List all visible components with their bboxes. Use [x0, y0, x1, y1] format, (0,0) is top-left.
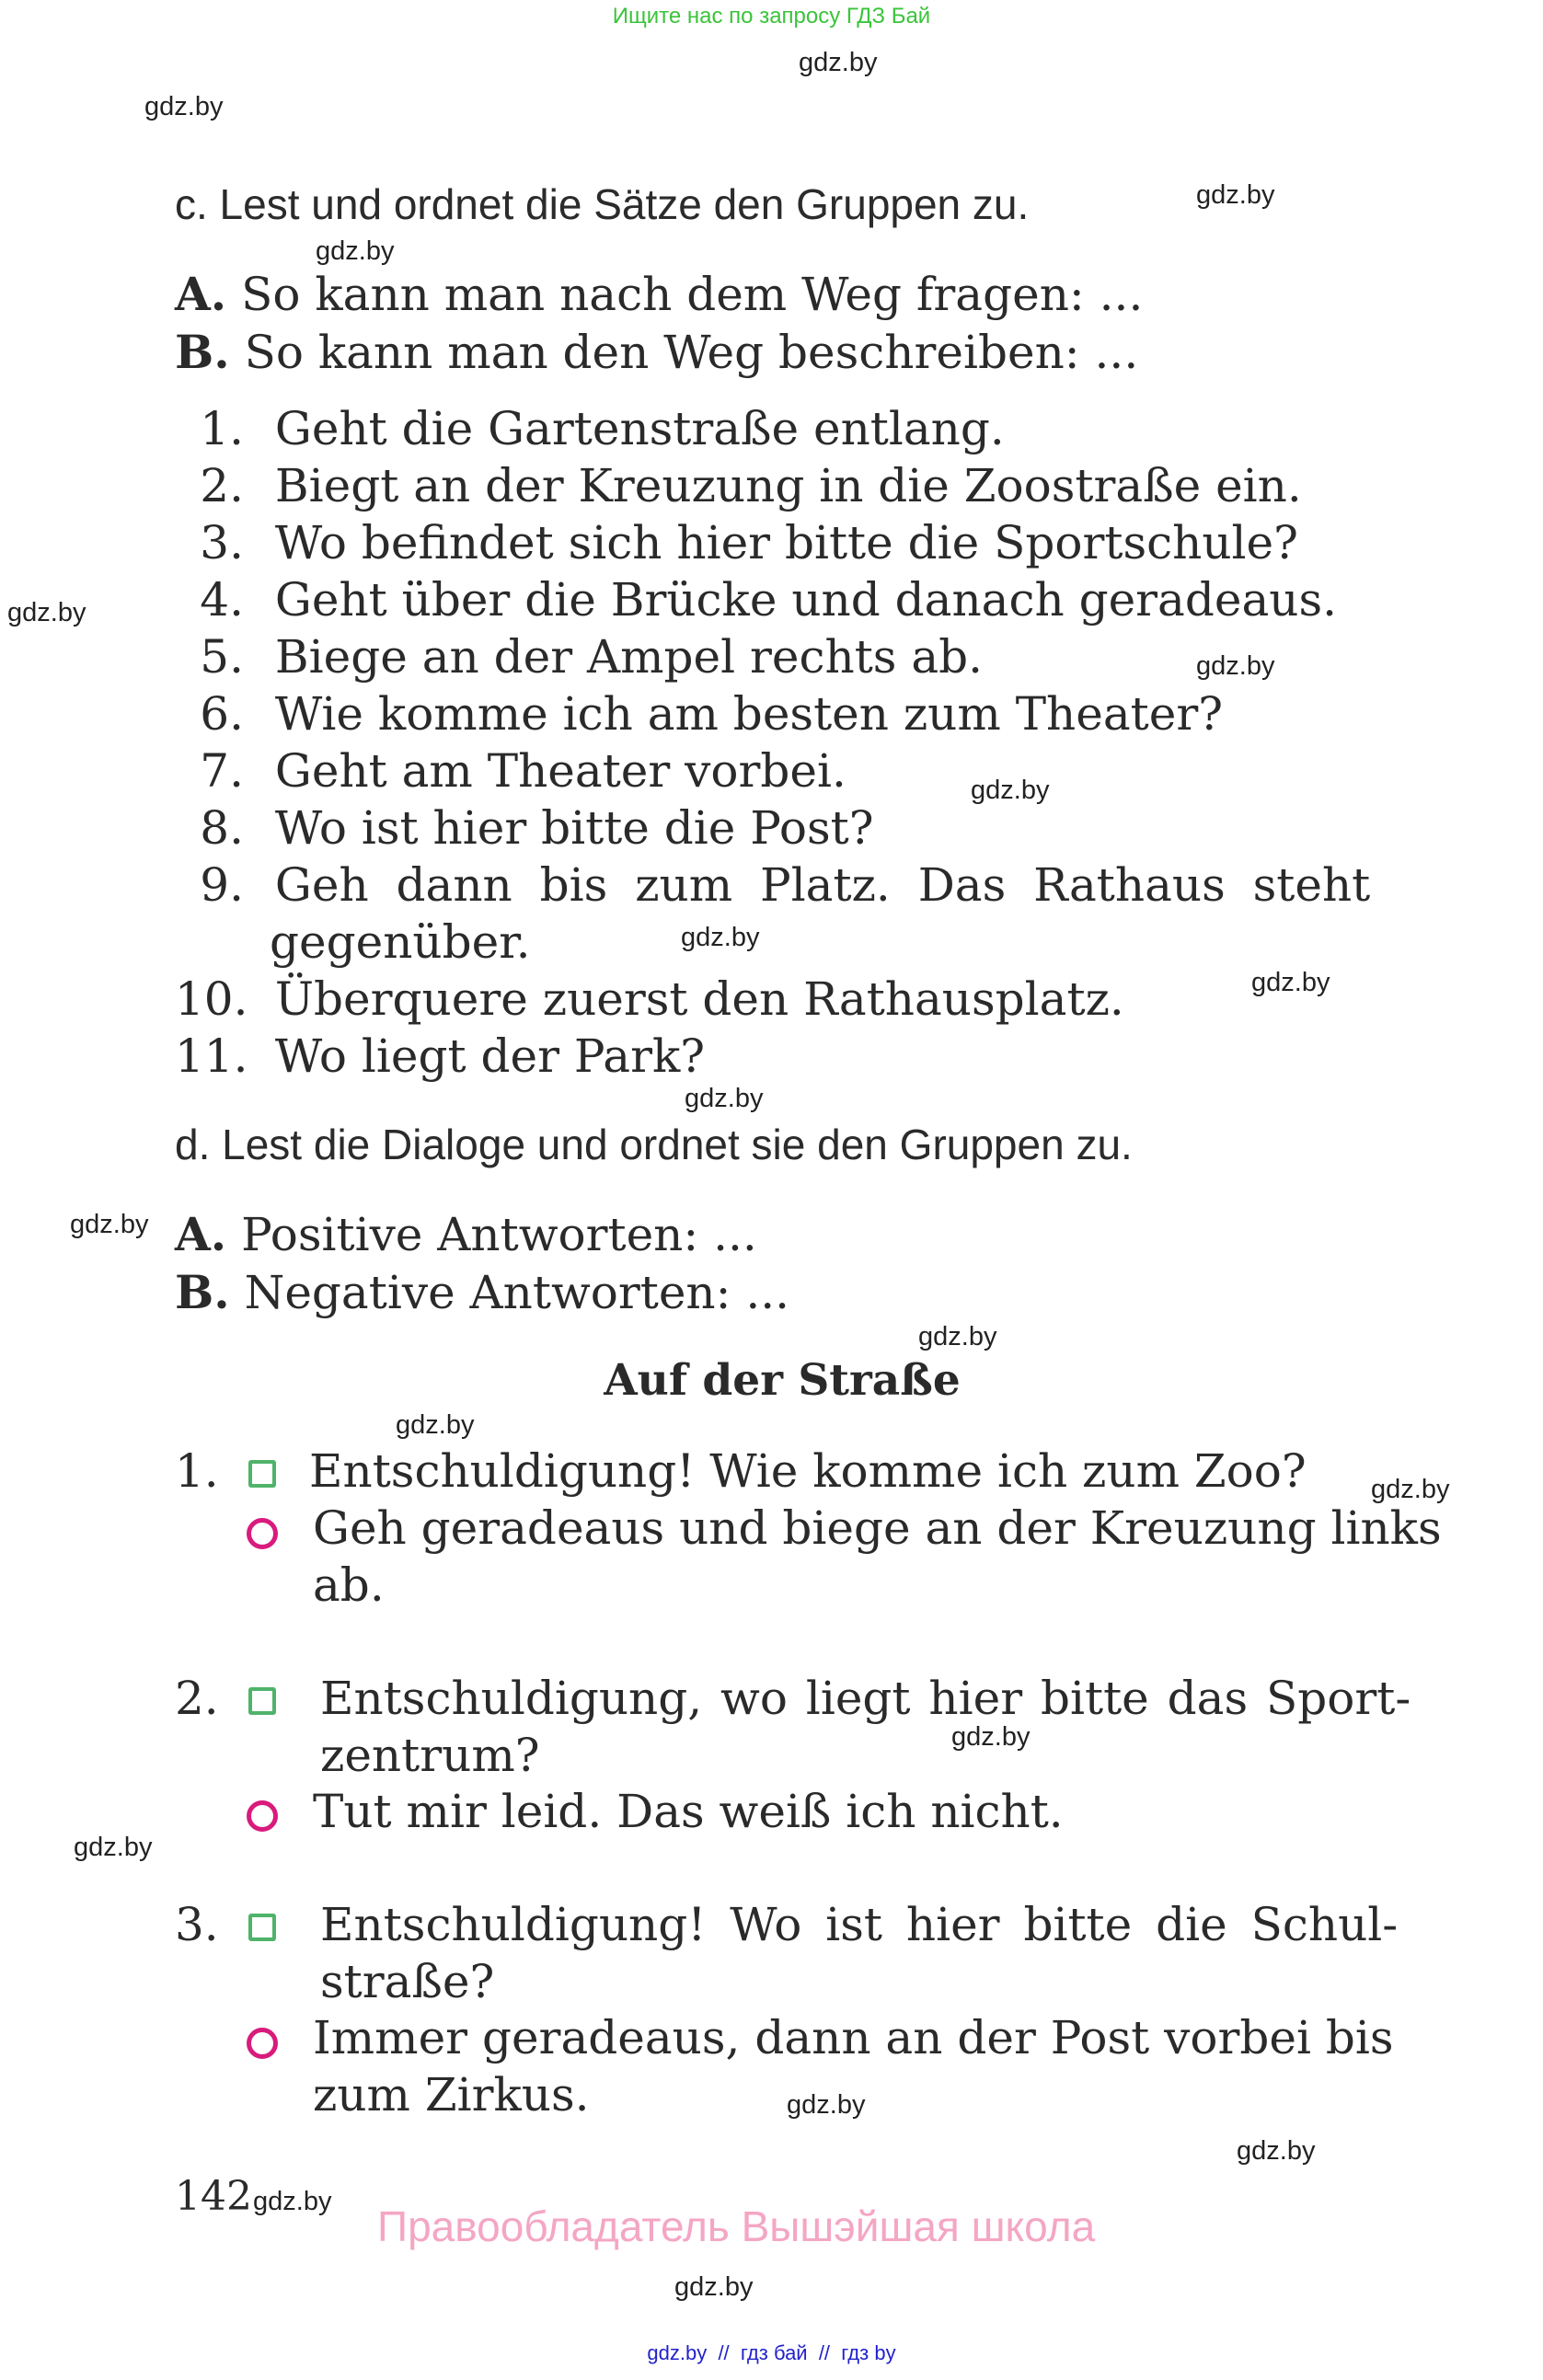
watermark: gdz.by [971, 776, 1050, 805]
item-number: 3. [200, 516, 244, 569]
item-number: 10. [175, 972, 248, 1026]
watermark: gdz.by [1251, 968, 1330, 997]
item-number: 4. [200, 573, 244, 627]
list-item [175, 744, 846, 798]
watermark: gdz.by [74, 1833, 153, 1862]
watermark: gdz.by [1196, 180, 1275, 210]
watermark: gdz.by [951, 1722, 1031, 1752]
list-item [175, 687, 1223, 741]
item-number: 8. [200, 801, 244, 855]
top-banner: Ищите нас по запросу ГДЗ Бай [612, 4, 931, 29]
section-c-title: c. Lest und ordnet die Sätze den Gruppen zu. [175, 180, 1030, 228]
group-a-line [175, 267, 1143, 321]
item-text: Wo befindet sich hier bitte die Sportschule? [274, 516, 1298, 569]
list-item [175, 402, 1005, 455]
item-text: Überquere zuerst den Rathausplatz. [274, 972, 1124, 1026]
dialog-number: 1. [175, 1444, 219, 1498]
group-a-text: Positive Antworten: ... [241, 1208, 757, 1261]
group-b-text: So kann man den Weg beschreiben: ... [244, 326, 1139, 379]
item-text: Wie komme ich am besten zum Theater? [274, 687, 1224, 741]
item-number: 5. [200, 630, 244, 684]
question-checkbox-icon [248, 1687, 276, 1715]
watermark: gdz.by [918, 1322, 997, 1351]
dialog-question: Entschuldigung, wo liegt hier bitte das Sport- [320, 1672, 1411, 1725]
watermark: gdz.by [1237, 2136, 1316, 2166]
dialog-answer-continuation: ab. [313, 1558, 385, 1612]
item-number: 1. [200, 402, 244, 455]
item-text: Geht über die Brücke und danach geradeaus. [274, 573, 1338, 627]
group-a-letter: A. [175, 1207, 227, 1261]
dialog-question-continuation: straße? [320, 1955, 495, 2008]
copyright-notice: Правообладатель Вышэйшая школа [377, 2202, 1096, 2250]
item-number: 11. [175, 1029, 248, 1083]
list-item-continuation: gegenüber. [270, 915, 531, 969]
dialog-number: 2. [175, 1672, 219, 1725]
answer-circle-icon [247, 1518, 278, 1549]
watermark: gdz.by [787, 2090, 866, 2120]
list-item [175, 573, 1337, 627]
list-item [175, 1029, 705, 1083]
dialog-question-continuation: zentrum? [320, 1729, 540, 1782]
dialog-question: Entschuldigung! Wo ist hier bitte die Schul- [320, 1898, 1399, 1951]
watermark: gdz.by [1371, 1475, 1450, 1504]
question-checkbox-icon [248, 1914, 276, 1941]
watermark: gdz.by [799, 48, 878, 77]
watermark: gdz.by [70, 1210, 149, 1239]
dialog-answer-continuation: zum Zirkus. [313, 2068, 590, 2121]
page-number: 142 [175, 2173, 252, 2220]
dialog-title: Auf der Straße [604, 1355, 961, 1406]
watermark: gdz.by [7, 598, 86, 627]
item-text: Wo ist hier bitte die Post? [274, 801, 874, 855]
watermark: gdz.by [316, 236, 395, 266]
watermark: gdz.by [674, 2272, 754, 2302]
item-number: 9. [200, 858, 244, 912]
item-text: Biegt an der Kreuzung in die Zoostraße ein. [274, 459, 1302, 512]
watermark: gdz.by [253, 2187, 332, 2216]
question-checkbox-icon [248, 1460, 276, 1488]
group-b-letter: B. [175, 1265, 230, 1319]
dialog-number: 3. [175, 1898, 219, 1951]
negative-answers-line [175, 1265, 789, 1319]
group-b-text: Negative Antworten: ... [244, 1266, 790, 1319]
item-number: 7. [200, 744, 244, 798]
item-text: Biege an der Ampel rechts ab. [274, 630, 984, 684]
dialog-answer: Geh geradeaus und biege an der Kreuzung links [313, 1501, 1442, 1555]
answer-circle-icon [247, 1800, 278, 1832]
watermark: gdz.by [1196, 651, 1275, 681]
item-text: Geht die Gartenstraße entlang. [274, 402, 1005, 455]
dialog-answer: Tut mir leid. Das weiß ich nicht. [313, 1785, 1064, 1838]
list-item [175, 972, 1124, 1026]
group-a-letter: A. [175, 267, 227, 321]
group-a-text: So kann man nach dem Weg fragen: ... [241, 268, 1144, 321]
list-item [175, 516, 1298, 569]
positive-answers-line [175, 1207, 757, 1261]
dialog-question: Entschuldigung! Wie komme ich zum Zoo? [309, 1444, 1307, 1498]
list-item [175, 801, 874, 855]
item-text: Wo liegt der Park? [274, 1029, 706, 1083]
list-item [175, 858, 1370, 912]
bottom-links[interactable]: gdz.by // гдз бай // гдз by [647, 2341, 896, 2364]
answer-circle-icon [247, 2028, 278, 2059]
item-number: 6. [200, 687, 244, 741]
list-item [175, 630, 983, 684]
item-text: Geh dann bis zum Platz. Das Rathaus steht [274, 858, 1371, 912]
section-d-title: d. Lest die Dialoge und ordnet sie den Gruppen zu. [175, 1121, 1133, 1168]
watermark: gdz.by [681, 923, 760, 952]
watermark: gdz.by [144, 92, 224, 121]
group-b-line [175, 325, 1138, 379]
watermark: gdz.by [685, 1084, 764, 1113]
watermark: gdz.by [396, 1410, 475, 1440]
dialog-answer: Immer geradeaus, dann an der Post vorbei bis [313, 2011, 1394, 2064]
item-text: Geht am Theater vorbei. [274, 744, 846, 798]
list-item [175, 459, 1302, 512]
group-b-letter: B. [175, 325, 230, 379]
item-number: 2. [200, 459, 244, 512]
